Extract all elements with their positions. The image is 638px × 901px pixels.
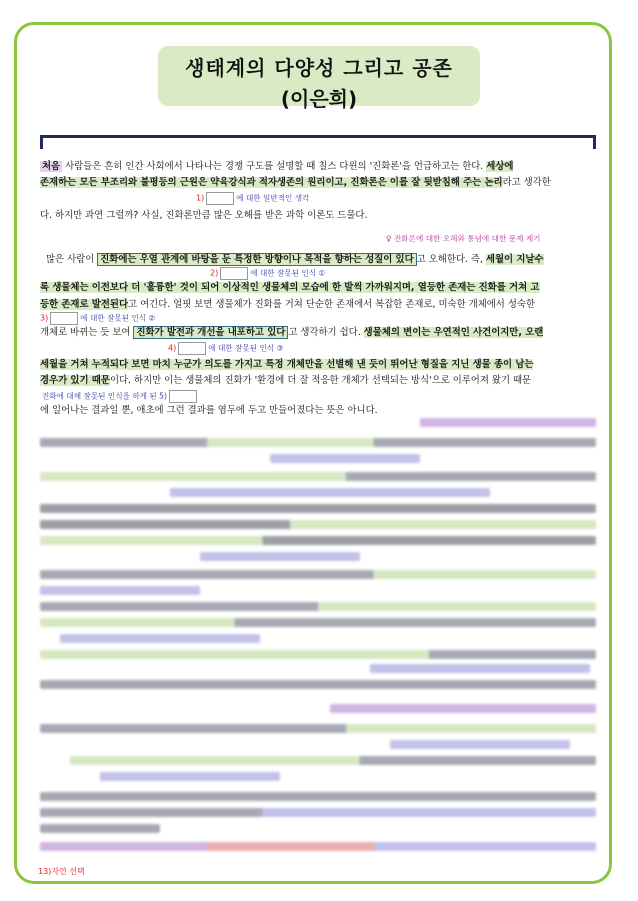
title-box: [158, 46, 480, 111]
page-author: (이은희): [280, 87, 358, 111]
annotation-2: 2) 에 대한 잘못된 인식 ①: [210, 267, 325, 280]
blurred-line: [40, 520, 596, 529]
section-tag: 처음: [42, 161, 61, 172]
blank-box[interactable]: [178, 342, 206, 355]
side-note: ♀ 진화론에 대한 오해와 통념에 대한 문제 제기: [386, 234, 541, 243]
blurred-line: [170, 488, 490, 497]
blurred-line: [200, 552, 360, 561]
footer-note: 13)자연 선택: [38, 867, 85, 876]
blurred-line: [40, 680, 596, 689]
blank-box[interactable]: [50, 312, 78, 325]
p2-line4: 개체로 바뀌는 듯 보여 진화가 발전과 개선을 내포하고 있다 고 생각하기 쉽다. 생물체의 변이는 우연적인 사건이지만, 오랜: [40, 327, 544, 338]
blurred-line: [420, 418, 596, 427]
blurred-line: [40, 808, 596, 817]
blurred-line: [100, 772, 280, 781]
p2-line6: 경우가 있기 때문이다. 하지만 이는 생물체의 진화가 '환경에 더 잘 적응한 개체가 선택되는 방식'으로 이루어져 왔기 때문: [40, 375, 532, 386]
p2-line5: 세월을 거쳐 누적되다 보면 마치 누군가 의도를 가지고 특정 개체만을 선별해 낸 듯이 뛰어난 형질을 지닌 생물 종이 남는: [40, 359, 534, 370]
blurred-line: [40, 842, 596, 851]
p2-line1: 많은 사람이 진화에는 우열 관계에 바탕을 둔 특정한 방향이나 목적을 향하는 성질이 있다 고 오해한다. 즉, 세월이 지날수: [46, 254, 544, 265]
p2-line2: 록 생물체는 이전보다 더 '훌륭한' 것이 되어 이상적인 생물체의 모습에 한 발씩 가까워지며, 열등한 존재는 진화를 거쳐 고: [40, 282, 540, 293]
p1-line1: 처음 사람들은 흔히 인간 사회에서 나타나는 경쟁 구도를 설명할 때 칠스 다윈의 '진화론'을 언급하고는 한다. 세상에: [42, 161, 514, 172]
blurred-line: [60, 634, 260, 643]
blurred-line: [40, 504, 596, 513]
blurred-line: [40, 602, 596, 611]
blurred-line: [40, 792, 596, 801]
blurred-line: [40, 472, 596, 481]
p1-line2: 존재하는 모든 부조리와 불평등의 근원은 약육강식과 적자생존의 원리이고, 진화론은 이를 잘 뒷받침해 주는 논리라고 생각한: [40, 177, 551, 188]
blurred-line: [40, 536, 596, 545]
blurred-line: [40, 618, 596, 627]
annotation-4: 4) 에 대한 잘못된 인식 ③: [168, 342, 283, 355]
annotation-1: 1) 에 대한 일반적인 생각: [196, 192, 309, 205]
blurred-line: [270, 454, 420, 463]
blurred-line: [40, 586, 200, 595]
annotation-3: 3) 에 대한 잘못된 인식 ②: [40, 312, 155, 325]
p2-line3: 등한 존재로 발전된다고 여긴다. 얼핏 보면 생물체가 진화를 거쳐 단순한 존재에서 복잡한 존재로, 미숙한 개체에서 성숙한: [40, 299, 536, 310]
annotation-5: 진화에 대해 잘못된 인식을 하게 된 5): [42, 390, 199, 403]
p1-line3: 다. 하지만 과연 그럴까? 사실, 진화론만큼 많은 오해를 받은 과학 이론도 드물다.: [40, 210, 368, 221]
blurred-line: [40, 824, 160, 833]
blurred-line: [330, 704, 596, 713]
blurred-line: [40, 724, 596, 733]
blurred-content: [40, 414, 600, 854]
blurred-line: [370, 664, 590, 673]
p2-line7: 에 일어나는 결과일 뿐, 애초에 그런 결과를 염두에 두고 만들어졌다는 뜻은 아니다.: [40, 405, 378, 416]
section-bracket: [40, 135, 596, 149]
blurred-line: [70, 756, 596, 765]
blank-box[interactable]: [169, 390, 197, 403]
blank-box[interactable]: [220, 267, 248, 280]
blurred-line: [40, 650, 596, 659]
blank-box[interactable]: [206, 192, 234, 205]
page-title: 생태계의 다양성 그리고 공존: [185, 56, 453, 80]
blurred-line: [40, 570, 596, 579]
blurred-line: [40, 438, 596, 447]
blurred-line: [390, 740, 570, 749]
